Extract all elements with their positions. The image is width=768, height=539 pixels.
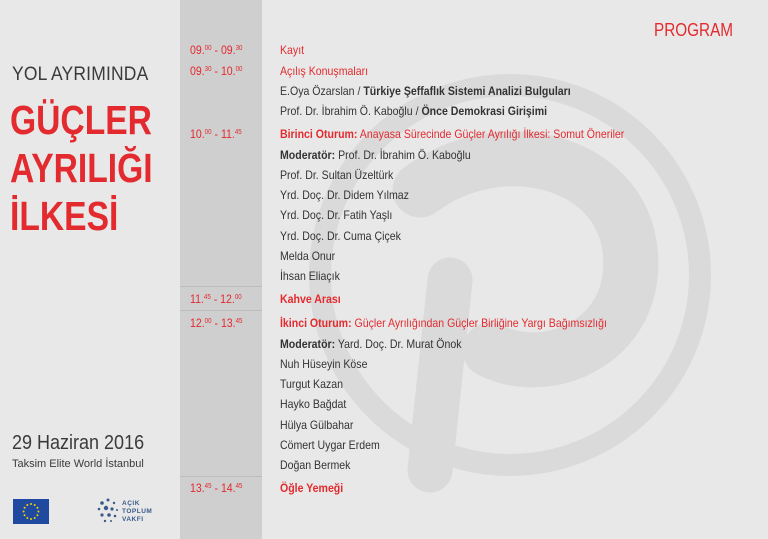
event-venue: Taksim Elite World İstanbul <box>12 458 144 470</box>
event-date: 29 Haziran 2016 <box>12 432 145 454</box>
session-1-speaker: Melda Onur <box>280 249 336 263</box>
time-slot-3: 10.00 - 11.45 <box>190 127 242 141</box>
opening-speaker-1: E.Oya Özarslan / Türkiye Şeffaflık Sistemi Analizi Bulguları <box>280 84 571 98</box>
time-slot-2: 09.30 - 10.00 <box>190 64 243 78</box>
session-2-moderator: Moderatör: Yard. Doç. Dr. Murat Önok <box>280 337 462 351</box>
time-divider <box>180 476 262 477</box>
session-2-speaker: Doğan Bermek <box>280 458 351 472</box>
session-1-title: Birinci Oturum: Anayasa Sürecinde Güçler Ayrılığı İlkesi: Somut Öneriler <box>280 127 625 141</box>
eu-flag-icon <box>13 499 49 524</box>
agenda-coffee-break: Kahve Arası <box>280 292 341 306</box>
time-slot-5: 12.00 - 13.45 <box>190 316 243 330</box>
time-divider <box>180 310 262 311</box>
time-divider <box>180 286 262 287</box>
session-1-speaker: Yrd. Doç. Dr. Fatih Yaşlı <box>280 208 393 222</box>
session-2-speaker: Hülya Gülbahar <box>280 418 354 432</box>
session-1-speaker: Prof. Dr. Sultan Üzeltürk <box>280 168 394 182</box>
session-1-speaker: Yrd. Doç. Dr. Cuma Çiçek <box>280 229 401 243</box>
acik-toplum-logo-text: AÇIK TOPLUM VAKFI <box>122 500 153 523</box>
acik-toplum-logo-icon <box>96 497 120 525</box>
session-2-speaker: Nuh Hüseyin Köse <box>280 357 368 371</box>
session-2-speaker: Turgut Kazan <box>280 377 344 391</box>
session-2-speaker: Cömert Uygar Erdem <box>280 438 380 452</box>
session-1-moderator: Moderatör: Prof. Dr. İbrahim Ö. Kaboğlu <box>280 148 471 162</box>
time-slot-1: 09.00 - 09.30 <box>190 43 243 57</box>
agenda-lunch: Öğle Yemeği <box>280 481 344 495</box>
session-2-title: İkinci Oturum: Güçler Ayrılığından Güçler Birliğine Yargı Bağımsızlığı <box>280 316 607 330</box>
program-heading: PROGRAM <box>654 20 734 40</box>
session-1-speaker: Yrd. Doç. Dr. Didem Yılmaz <box>280 188 409 202</box>
event-title-line-1: GÜÇLER <box>10 97 152 143</box>
session-1-speaker: İhsan Eliaçık <box>280 269 340 283</box>
event-title-line-3: İLKESİ <box>10 193 119 239</box>
time-slot-6: 13.45 - 14.45 <box>190 481 243 495</box>
event-subtitle: YOL AYRIMINDA <box>12 64 149 85</box>
agenda-opening: Açılış Konuşmaları <box>280 64 369 78</box>
opening-speaker-2: Prof. Dr. İbrahim Ö. Kaboğlu / Önce Demokrasi Girişimi <box>280 104 548 118</box>
agenda-registration: Kayıt <box>280 43 305 57</box>
time-slot-4: 11.45 - 12.00 <box>190 292 242 306</box>
time-column-band <box>180 0 262 539</box>
event-title-line-2: AYRILIĞI <box>10 145 153 191</box>
session-2-speaker: Hayko Bağdat <box>280 397 347 411</box>
